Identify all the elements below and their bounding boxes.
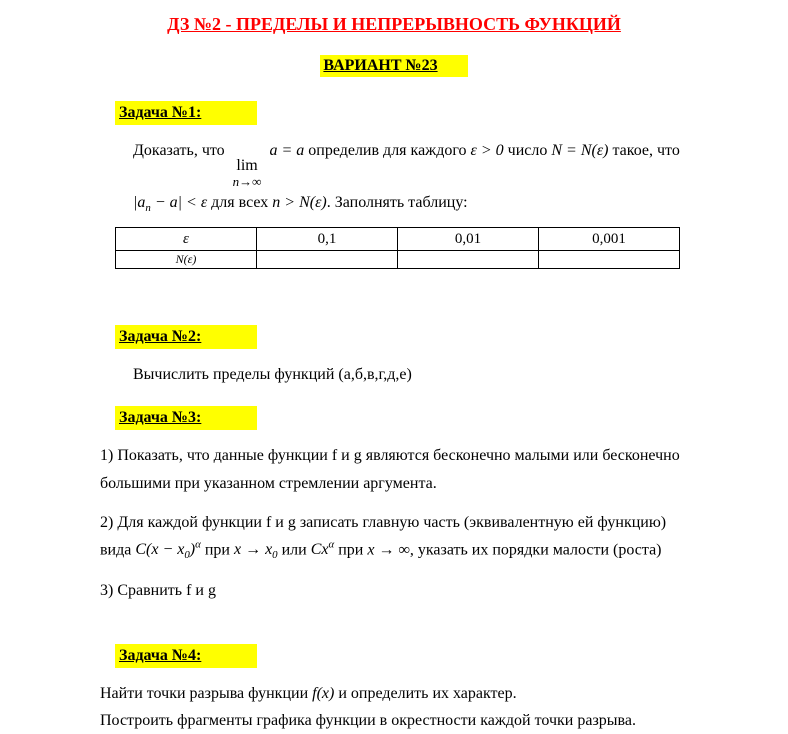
task2-label: Задача №2: xyxy=(115,325,257,349)
main-part-formula xyxy=(135,539,201,562)
task4-label-row xyxy=(100,644,688,668)
task4-label: Задача №4: xyxy=(115,644,257,668)
task3-text-2: при xyxy=(204,541,230,559)
task1-text-5: для всех xyxy=(211,193,269,211)
table-header-row xyxy=(116,228,680,251)
variant-badge: ВАРИАНТ №23 xyxy=(320,55,467,77)
table-cell: 0,1 xyxy=(257,228,398,251)
table-cell-eps: ε xyxy=(116,228,257,251)
main-part-exponent: α xyxy=(195,539,201,552)
equation-n-of-eps: N = N(ε) xyxy=(551,142,609,159)
limit-to-x0 xyxy=(233,541,278,562)
f-of-x: f(x) xyxy=(312,685,335,703)
abs-inequality-sub: n xyxy=(145,201,151,214)
task1-paragraph xyxy=(133,137,688,217)
abs-inequality xyxy=(133,193,208,214)
task4-text-1: Найти точки разрыва функции xyxy=(100,685,309,703)
task1-text-2: определив для каждого xyxy=(308,142,467,159)
task3-item-2 xyxy=(100,509,688,565)
equation-a-equals-a: a = a xyxy=(269,142,305,159)
task3-text-5: , указать их порядки малости (роста) xyxy=(409,541,662,559)
task3-text-3: или xyxy=(281,541,307,559)
task3-label: Задача №3: xyxy=(115,406,257,430)
variant-row xyxy=(100,55,688,77)
cx-alpha-body: Cx xyxy=(310,541,329,559)
task4-paragraph xyxy=(100,680,688,734)
table-cell: 0,01 xyxy=(398,228,539,251)
epsilon-condition: ε > 0 xyxy=(470,142,504,159)
task1-text-1: Доказать, что xyxy=(133,142,225,159)
task3-text-1: 2) Для каждой функции f и g записать главную часть (эквивалентную ей функцию) вида xyxy=(100,513,667,559)
page-title: ДЗ №2 - ПРЕДЕЛЫ И НЕПРЕРЫВНОСТЬ ФУНКЦИЙ xyxy=(167,14,621,34)
cx-alpha-exponent: α xyxy=(328,539,335,552)
table-cell xyxy=(539,251,680,269)
limit-to-infinity: x → ∞ xyxy=(367,541,410,559)
lim-subscript: n→∞ xyxy=(232,173,262,189)
task3-label-row xyxy=(100,406,688,430)
n-greater-condition: n > N(ε) xyxy=(272,193,327,211)
lim-operator: lim xyxy=(236,157,258,175)
epsilon-table xyxy=(115,227,680,269)
main-part-sub: 0 xyxy=(184,549,190,562)
table-cell: 0,001 xyxy=(539,228,680,251)
table-cell xyxy=(398,251,539,269)
main-part-close: ) xyxy=(189,541,196,559)
task1-text-3: число xyxy=(507,142,548,159)
task1-text-6: . Заполнять таблицу: xyxy=(326,193,468,211)
task3-text-4: при xyxy=(338,541,364,559)
task1-label: Задача №1: xyxy=(115,101,257,125)
task4-text-2: и определить их характер. xyxy=(338,685,517,703)
table-cell-neps: N(ε) xyxy=(116,251,257,269)
main-part-body: C(x − x xyxy=(135,541,185,559)
abs-inequality-left: |a xyxy=(133,193,146,211)
limit-to-x0-body: x → x xyxy=(233,541,273,559)
task1-label-row xyxy=(100,101,688,125)
task3-item-3: 3) Сравнить f и g xyxy=(100,582,216,600)
table-value-row xyxy=(116,251,680,269)
limit-notation xyxy=(233,158,262,188)
table-cell xyxy=(257,251,398,269)
task4-text-3: Построить фрагменты графика функции в окрестности каждой точки разрыва. xyxy=(100,712,636,730)
limit-to-x0-sub: 0 xyxy=(272,549,278,562)
task3-item-1: 1) Показать, что данные функции f и g являются бесконечно малыми или бесконечно большими при указанном стремлении аргумента. xyxy=(100,447,680,492)
task2-paragraph: Вычислить пределы функций (а,б,в,г,д,е) xyxy=(133,366,412,384)
task1-text-4: такое, что xyxy=(612,142,680,159)
cx-alpha-formula xyxy=(311,541,335,558)
abs-inequality-right: − a| < ε xyxy=(150,193,208,211)
task2-label-row xyxy=(100,325,688,349)
